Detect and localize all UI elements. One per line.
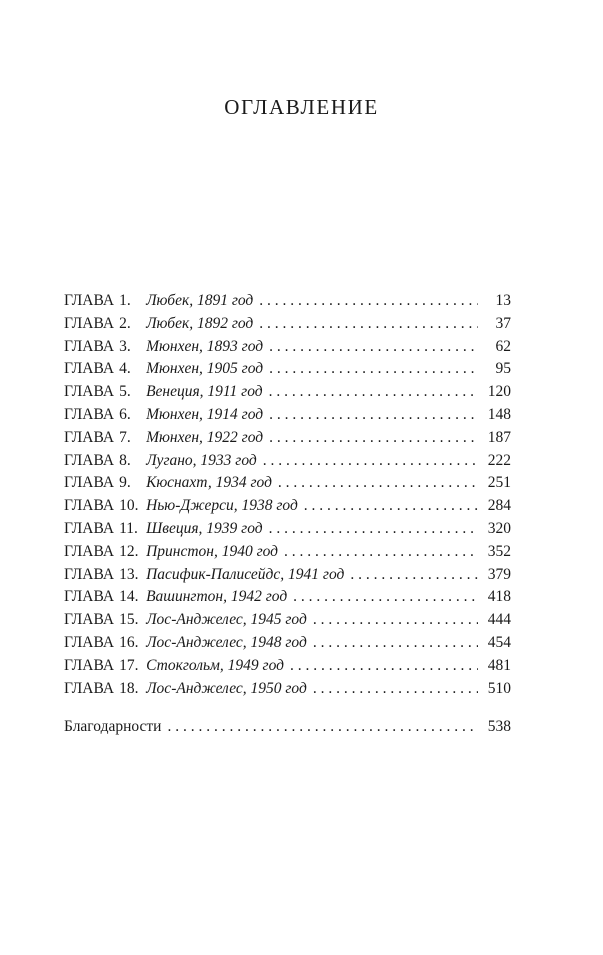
dot-leader [167, 716, 478, 739]
dot-leader [290, 655, 478, 678]
dot-leader [269, 358, 478, 381]
toc-entry[interactable] [64, 404, 511, 427]
chapter-label: ГЛАВА [64, 314, 115, 332]
chapter-label: ГЛАВА [64, 383, 115, 401]
dot-leader [313, 609, 478, 632]
page-number: 222 [487, 451, 511, 469]
chapter-number: 18. [119, 679, 139, 697]
chapter-title: Венеция, 1911 год [146, 383, 263, 401]
chapter-label: ГЛАВА [64, 292, 115, 309]
chapter-number: 8. [119, 451, 131, 469]
page-number: 187 [487, 428, 511, 446]
toc-entry[interactable] [64, 541, 511, 564]
page-number: 320 [487, 519, 511, 537]
chapter-title: Лос-Анджелес, 1950 год [146, 679, 307, 697]
page-number: 379 [487, 565, 511, 583]
page-number: 95 [495, 360, 511, 378]
dot-leader [269, 518, 478, 541]
page-number: 120 [487, 383, 511, 401]
chapter-number: 1. [119, 292, 131, 309]
acknowledgements-label: Благодарности [64, 718, 162, 735]
page-number: 62 [495, 337, 511, 355]
chapter-title: Лос-Анджелес, 1945 год [146, 611, 307, 629]
page-number: 444 [487, 611, 511, 629]
page-number: 284 [487, 497, 511, 515]
chapter-label: ГЛАВА [64, 565, 115, 583]
chapter-title: Вашингтон, 1942 год [146, 588, 288, 606]
chapter-label: ГЛАВА [64, 360, 115, 378]
table-of-contents [64, 290, 511, 700]
chapter-title: Нью-Джерси, 1938 год [146, 497, 298, 515]
chapter-number: 15. [119, 611, 139, 629]
dot-leader [350, 564, 478, 587]
toc-entry[interactable] [64, 427, 511, 450]
chapter-title: Мюнхен, 1922 год [146, 428, 264, 446]
chapter-number: 17. [119, 656, 139, 674]
toc-entry[interactable] [64, 609, 511, 632]
chapter-label: ГЛАВА [64, 679, 115, 697]
toc-entry[interactable] [64, 564, 511, 587]
chapter-number: 13. [119, 565, 139, 583]
dot-leader [313, 632, 478, 655]
dot-leader [259, 290, 478, 313]
chapter-number: 14. [119, 588, 139, 606]
page-number: 352 [487, 542, 511, 560]
chapter-label: ГЛАВА [64, 519, 115, 537]
toc-entry[interactable] [64, 655, 511, 678]
chapter-title: Швеция, 1939 год [146, 519, 263, 537]
dot-leader [284, 541, 478, 564]
page-number: 37 [495, 314, 511, 332]
toc-entry[interactable] [64, 518, 511, 541]
chapter-label: ГЛАВА [64, 611, 115, 629]
chapter-label: ГЛАВА [64, 588, 115, 606]
chapter-number: 10. [119, 497, 139, 515]
chapter-title: Принстон, 1940 год [146, 542, 279, 560]
chapter-label: ГЛАВА [64, 497, 115, 515]
dot-leader [269, 404, 478, 427]
chapter-title: Любек, 1891 год [146, 292, 254, 309]
chapter-label: ГЛАВА [64, 451, 115, 469]
toc-entry[interactable] [64, 290, 511, 313]
page-number: 148 [487, 405, 511, 423]
chapter-title: Лугано, 1933 год [146, 451, 257, 469]
chapter-number: 7. [119, 428, 131, 446]
chapter-label: ГЛАВА [64, 337, 115, 355]
chapter-title: Стокгольм, 1949 год [146, 656, 284, 674]
chapter-label: ГЛАВА [64, 633, 115, 651]
chapter-number: 3. [119, 337, 131, 355]
chapter-label: ГЛАВА [64, 428, 115, 446]
chapter-title: Любек, 1892 год [146, 314, 254, 332]
chapter-title: Кюснахт, 1934 год [146, 474, 272, 492]
chapter-number: 16. [119, 633, 139, 651]
dot-leader [304, 495, 478, 518]
chapter-number: 4. [119, 360, 131, 378]
page-number: 454 [487, 633, 511, 651]
page-number: 13 [495, 292, 511, 309]
page-title: ОГЛАВЛЕНИЕ [224, 95, 379, 119]
chapter-number: 11. [119, 519, 138, 537]
toc-entry[interactable] [64, 495, 511, 518]
page-number: 251 [487, 474, 511, 492]
page-number: 510 [487, 679, 511, 697]
chapter-number: 2. [119, 314, 131, 332]
dot-leader [269, 381, 478, 404]
toc-entry[interactable] [64, 336, 511, 359]
toc-entry[interactable] [64, 472, 511, 495]
toc-entry[interactable] [64, 632, 511, 655]
dot-leader [259, 313, 478, 336]
chapter-title: Лос-Анджелес, 1948 год [146, 633, 307, 651]
dot-leader [269, 427, 478, 450]
chapter-number: 6. [119, 405, 131, 423]
dot-leader [313, 678, 478, 701]
page-number: 418 [487, 588, 511, 606]
dot-leader [263, 450, 478, 473]
chapter-title: Мюнхен, 1905 год [146, 360, 264, 378]
chapter-title: Пасифик-Палисейдс, 1941 год [146, 565, 345, 583]
dot-leader [278, 472, 478, 495]
chapter-number: 12. [119, 542, 139, 560]
toc-entry[interactable] [64, 313, 511, 336]
chapter-label: ГЛАВА [64, 474, 115, 492]
chapter-number: 5. [119, 383, 131, 401]
dot-leader [293, 586, 478, 609]
toc-entry[interactable] [64, 586, 511, 609]
chapter-title: Мюнхен, 1914 год [146, 405, 264, 423]
toc-entry[interactable] [64, 358, 511, 381]
toc-entry[interactable] [64, 450, 511, 473]
chapter-label: ГЛАВА [64, 542, 115, 560]
toc-entry[interactable] [64, 678, 511, 701]
chapter-number: 9. [119, 474, 131, 492]
chapter-title: Мюнхен, 1893 год [146, 337, 264, 355]
dot-leader [269, 336, 478, 359]
toc-entry[interactable] [64, 381, 511, 404]
acknowledgements-entry[interactable] [64, 716, 511, 739]
page-number: 538 [487, 718, 511, 735]
page-number: 481 [487, 656, 511, 674]
chapter-label: ГЛАВА [64, 405, 115, 423]
chapter-label: ГЛАВА [64, 656, 115, 674]
